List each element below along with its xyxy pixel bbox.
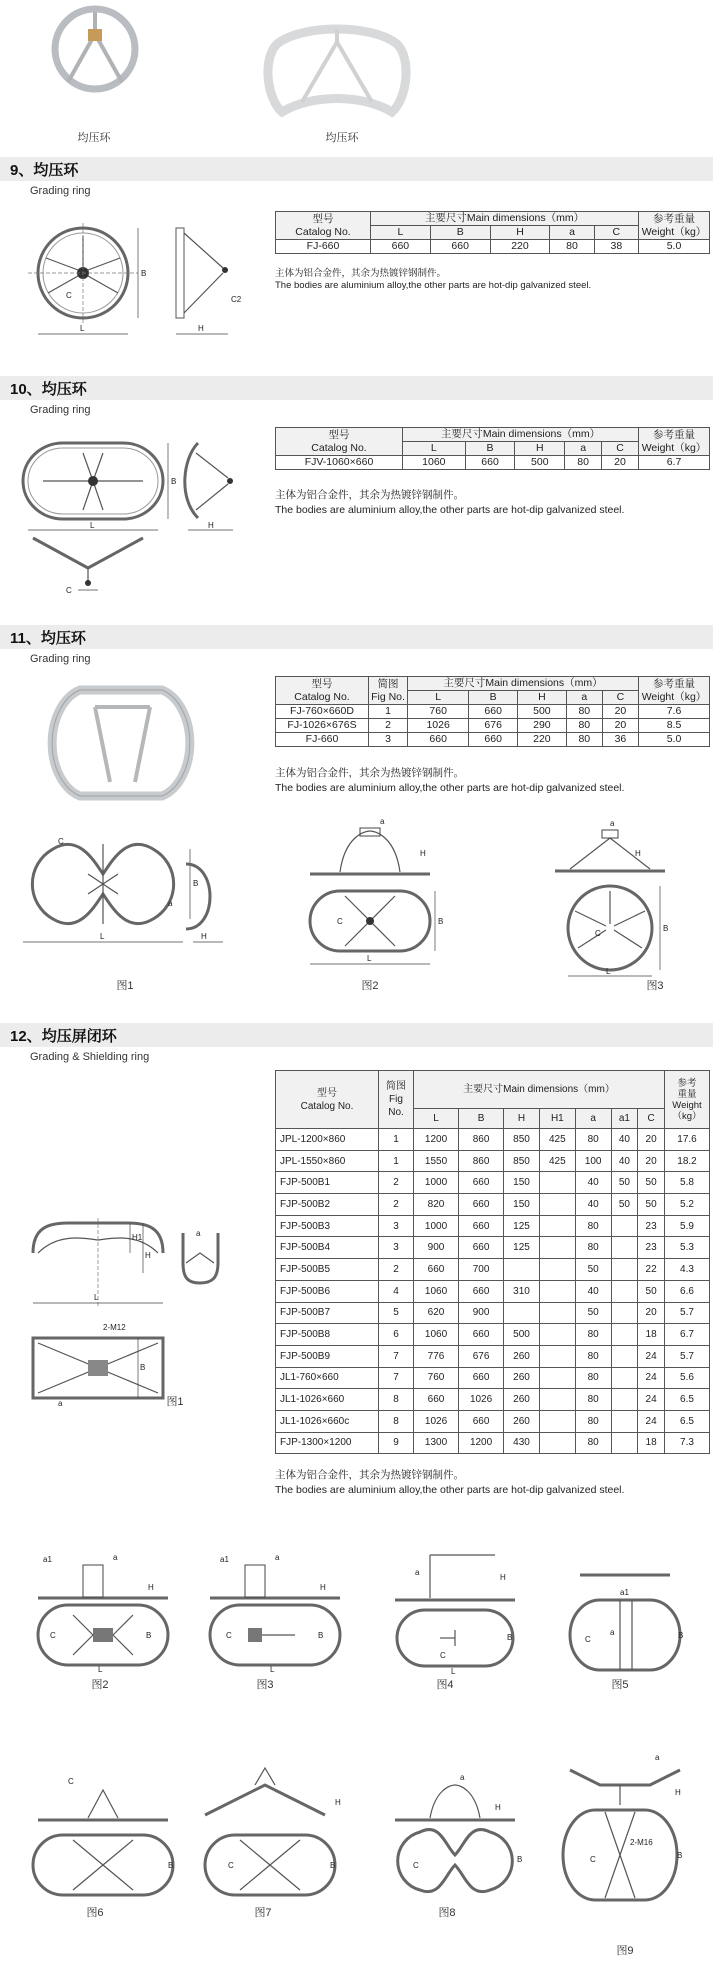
dim-H1: H1 [132,1233,143,1242]
dim-C: C [440,1651,446,1660]
dim-a: a [196,1229,201,1238]
dim-H: H [495,1803,501,1812]
th-dims: 主要尺寸Main dimensions（mm） [414,1071,665,1109]
table-row: JPL-1550×860 1 1550 860 850 425 100 40 20 18.2 [276,1150,710,1172]
dim-L: L [606,967,611,976]
section-12-fig4-label: 图4 [436,1679,454,1691]
dim-a: a [460,1773,465,1782]
section-11-fig3 [550,816,690,981]
dim-H: H [198,324,204,333]
section-12-header [0,1023,713,1047]
dim-H: H [208,521,214,530]
th-weight: 参考重量 Weight（kg） [639,428,710,456]
table-row: JPL-1200×860 1 1200 860 850 425 80 40 20 17.6 [276,1129,710,1151]
th-weight: 参考重量 Weight（kg） [639,677,710,705]
dim-C2: C2 [231,295,242,304]
dim-C: C [585,1635,591,1644]
section-12-fig3 [200,1540,350,1674]
dim-L: L [367,954,372,963]
dim-H: H [145,1251,151,1260]
dim-B: B [663,924,669,933]
dim-C: C [66,291,72,300]
dim-a1: a1 [220,1555,229,1564]
dim-C: C [66,586,72,595]
dim-L: L [270,1665,275,1674]
section-12-fig8-label: 图8 [438,1907,456,1919]
th-fig: 简图 Fig No. [379,1071,414,1129]
dim-H: H [201,932,207,941]
dim-a: a [58,1399,63,1408]
dim-L: L [80,324,85,333]
dim-L: L [94,1293,99,1302]
section-12-number: 12、 [10,1028,42,1045]
section-9-drawing [28,218,243,342]
th-dims: 主要尺寸Main dimensions（mm） [403,428,639,442]
table-row: FJP-500B8 6 1060 660 500 80 18 6.7 [276,1324,710,1346]
dim-L: L [451,1667,456,1676]
table-row: FJ-660 660 660 220 80 38 5.0 [276,240,710,254]
section-10-subtitle: Grading ring [30,404,91,416]
table-row: FJP-500B1 2 1000 660 150 40 50 50 5.8 [276,1172,710,1194]
dim-B: B [517,1855,523,1864]
table-row: FJP-500B7 5 620 900 50 20 5.7 [276,1302,710,1324]
dim-C: C [50,1631,56,1640]
section-12-fig1-label: 图1 [166,1396,184,1408]
section-10-drawing [28,438,248,603]
th-weight: 参考 重量 Weight （kg） [665,1071,710,1129]
photo-caption-1: 均压环 [77,132,111,144]
section-10-table: 型号 Catalog No. 主要尺寸Main dimensions（mm） 参考重量 Weight（kg） L B H a C FJV-1060×660 1060 660 500 80 20 6.7 [275,427,710,470]
dim-H: H [420,849,426,858]
dim-C: C [68,1777,74,1786]
dim-L: L [100,932,105,941]
dim-L: L [90,521,95,530]
section-12-title: 均压屏闭环 [41,1028,117,1045]
section-12-fig6-label: 图6 [86,1907,104,1919]
table-row: FJP-500B3 3 1000 660 125 80 23 5.9 [276,1215,710,1237]
section-11-table: 型号 Catalog No. 简图 Fig No. 主要尺寸Main dimensions（mm） 参考重量 Weight（kg） L B H a C FJ-760×660D 1 760 660 500 80 20 7.6 FJ-1026×676S 2 1026 676 290 80 20 8.5 FJ-660 3 660 660 220 80 36 5.0 [275,676,710,747]
th-catalog: 型号 Catalog No. [276,1071,379,1129]
section-12-fig5 [570,1580,690,1675]
th-catalog: 型号 Catalog No. [276,212,371,240]
dim-a: a [380,817,385,826]
dim-a: a [610,819,615,828]
dim-B: B [171,477,177,486]
table-row: FJP-500B5 2 660 700 50 22 4.3 [276,1259,710,1281]
section-11-fig3-label: 图3 [646,980,664,992]
section-12-note: 主体为铝合金件，其余为热镀锌钢制件。 The bodies are aluminium alloy,the other parts are hot-dip galvanized steel. [275,1469,625,1496]
dim-B: B [678,1631,684,1640]
section-9-note: 主体为铝合金件，其余为热镀锌钢制件。 The bodies are aluminium alloy,the other parts are hot-dip galvanized steel. [275,268,592,291]
section-12-fig9 [565,1750,695,1910]
section-11-photo [40,682,202,804]
dim-C: C [413,1861,419,1870]
dim-C: C [337,917,343,926]
dim-C: C [228,1861,234,1870]
dim-B: B [140,1363,146,1372]
dim-a: a [168,899,173,908]
section-12-fig7-label: 图7 [254,1907,272,1919]
section-9-subtitle: Grading ring [30,185,91,197]
dim-H: H [335,1798,341,1807]
table-row: FJP-500B6 4 1060 660 310 40 50 6.6 [276,1280,710,1302]
dim-H: H [675,1788,681,1797]
dim-H: H [635,849,641,858]
dim-B: B [507,1633,513,1642]
section-11-note: 主体为铝合金件，其余为热镀锌钢制件。 The bodies are aluminium alloy,the other parts are hot-dip galvanized steel. [275,767,625,794]
section-12-fig4 [385,1540,535,1676]
ring-photo-1 [50,4,140,94]
dim-a1: a1 [620,1588,629,1597]
dim-B: B [330,1861,336,1870]
dim-C: C [595,929,601,938]
section-9-title: 均压环 [33,162,79,179]
dim-B: B [168,1861,174,1870]
table-row: FJP-1300×1200 9 1300 1200 430 80 18 7.3 [276,1432,710,1454]
table-row: FJP-500B4 3 900 660 125 80 23 5.3 [276,1237,710,1259]
dim-B: B [141,269,147,278]
section-12-fig3-label: 图3 [256,1679,274,1691]
table-row: JL1-1026×660 8 660 1026 260 80 24 6.5 [276,1389,710,1411]
dim-H: H [320,1583,326,1592]
dim-B: B [318,1631,324,1640]
section-10-header [0,376,713,400]
section-11-fig2-label: 图2 [361,980,379,992]
section-10-note: 主体为铝合金件，其余为热镀锌钢制件。 The bodies are aluminium alloy,the other parts are hot-dip galvanized steel. [275,489,625,516]
dim-H: H [500,1573,506,1582]
dim-a: a [655,1753,660,1762]
section-10-title: 均压环 [41,381,87,398]
section-10-number: 10、 [10,381,42,398]
dim-B: B [677,1851,683,1860]
section-11-fig1-label: 图1 [116,980,134,992]
dim-B: B [146,1631,152,1640]
table-row: FJ-1026×676S 2 1026 676 290 80 20 8.5 [276,719,710,733]
table-row: FJ-760×660D 1 760 660 500 80 20 7.6 [276,705,710,719]
dim-L: L [98,1665,103,1674]
dim-a1: a1 [43,1555,52,1564]
table-row: JL1-1026×660c 8 1026 660 260 80 24 6.5 [276,1410,710,1432]
table-row: FJ-660 3 660 660 220 80 36 5.0 [276,733,710,747]
th-catalog: 型号 Catalog No. [276,677,369,705]
table-row: FJV-1060×660 1060 660 500 80 20 6.7 [276,456,710,470]
dim-C: C [58,837,64,846]
section-12-fig1 [28,1218,228,1408]
th-weight: 参考重量 Weight（kg） [639,212,710,240]
section-11-title: 均压环 [40,630,86,647]
section-11-header [0,625,713,649]
dim-C: C [590,1855,596,1864]
section-12-subtitle: Grading & Shielding ring [30,1051,150,1063]
th-dims: 主要尺寸Main dimensions（mm） [371,212,639,226]
section-12-fig9-label: 图9 [616,1945,634,1957]
section-12-table: 型号 Catalog No. 简图 Fig No. 主要尺寸Main dimensions（mm） 参考 重量 Weight （kg） L B H H1 a a1 C JPL-1200×860 1 1200 860 850 425 80 40 20 17.6 JPL-1550×860 1 1550 860 850 425 100 40 20 18.2 FJP-500B1 2 1000 660 150 40 50 50 5.8 FJP-500B2 2 820 660 150 40 50 50 5.2 FJP-500B3 3 1000 660 125 80 23 5.9 FJP-500B4 3 900 660 125 80 23 5.3 FJP-500B5 2 660 700 50 22 4.3 FJP-500B6 4 1060 660 310 40 50 6.6 FJP-500B7 5 620 900 50 20 5.7 FJP-500B8 6 1060 660 500 80 18 6.7 FJP-500B9 7 776 676 260 80 24 5.7 JL1-760×660 7 760 660 260 80 24 5.6 JL1-1026×660 8 660 1026 260 80 24 6.5 JL1-1026×660c 8 1026 660 260 80 24 6.5 FJP-1300×1200 9 1300 1200 430 80 18 7.3 [275,1070,710,1454]
table-row: FJP-500B9 7 776 676 260 80 24 5.7 [276,1345,710,1367]
table-row: JL1-760×660 7 760 660 260 80 24 5.6 [276,1367,710,1389]
th-dims: 主要尺寸Main dimensions（mm） [408,677,639,691]
ring-photo-2 [262,24,412,116]
section-9-header [0,157,713,181]
dim-C: C [226,1631,232,1640]
dim-a: a [275,1553,280,1562]
section-12-fig5-label: 图5 [611,1679,629,1691]
dim-a: a [610,1628,615,1637]
section-11-subtitle: Grading ring [30,653,91,665]
section-11-number: 11、 [10,630,41,647]
section-9-number: 9、 [10,162,34,179]
th-catalog: 型号 Catalog No. [276,428,403,456]
th-fig: 简图 Fig No. [369,677,408,705]
dim-m12: 2-M12 [103,1323,126,1332]
section-9-table: 型号 Catalog No. 主要尺寸Main dimensions（mm） 参考重量 Weight（kg） L B H a C FJ-660 660 660 220 80 38 5.0 [275,211,710,254]
section-12-fig2 [28,1540,178,1674]
table-row: FJP-500B2 2 820 660 150 40 50 50 5.2 [276,1194,710,1216]
section-12-fig6 [28,1770,178,1895]
photo-caption-2: 均压环 [325,132,359,144]
dim-a: a [113,1553,118,1562]
dim-B: B [438,917,444,926]
dim-B: B [193,879,199,888]
section-12-fig2-label: 图2 [91,1679,109,1691]
section-12-fig8 [385,1770,535,1895]
dim-a: a [415,1568,420,1577]
section-12-fig7 [200,1760,350,1895]
section-11-fig1 [18,834,233,959]
dim-m16: 2-M16 [630,1838,653,1847]
dim-H: H [148,1583,154,1592]
section-11-fig2 [305,816,445,971]
